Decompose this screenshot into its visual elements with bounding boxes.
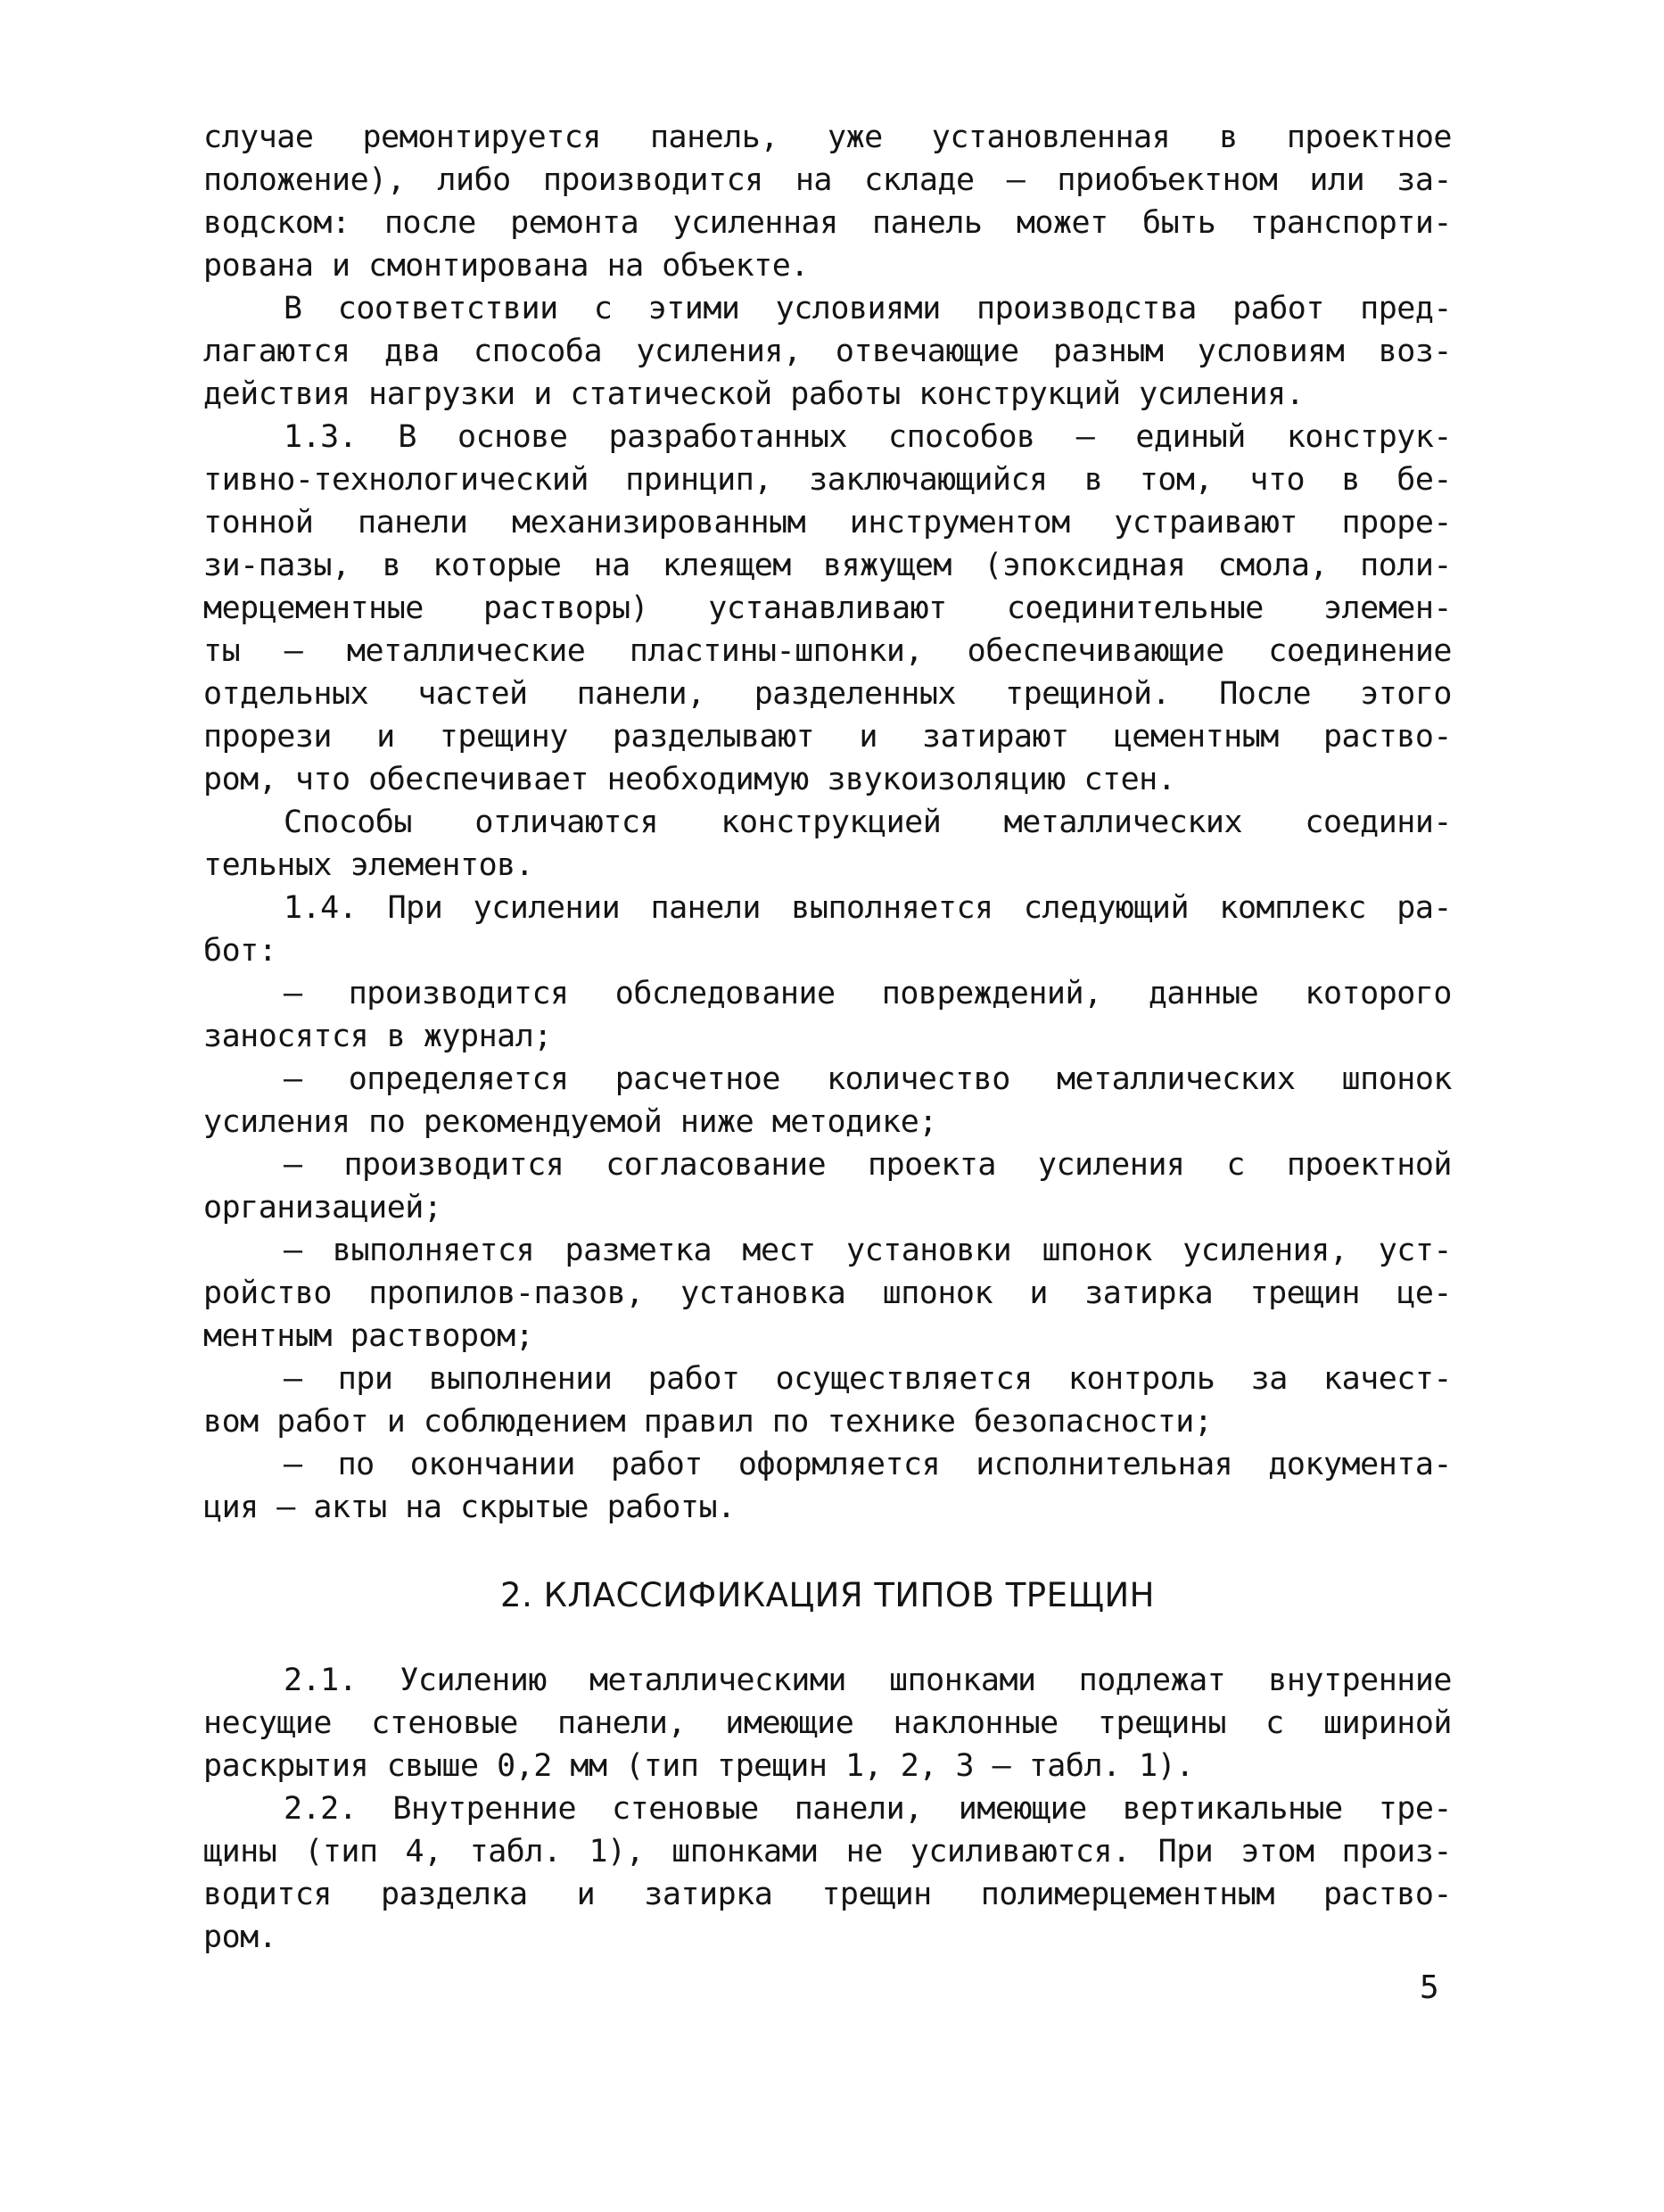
list-item-line: – определяется расчетное количество металлических шпонок: [284, 1061, 1452, 1097]
text-line: мерцементные растворы) устанавливают соединительные элемен-: [203, 590, 1452, 626]
section-2-body: [203, 1659, 1452, 1959]
list-item-line: вом работ и соблюдением правил по технике безопасности;: [203, 1404, 1213, 1440]
list-item-line: – по окончании работ оформляется исполнительная документа-: [284, 1447, 1452, 1482]
text-line: бот:: [203, 933, 277, 969]
list-item-line: ройство пропилов-пазов, установка шпонок и затирка трещин це-: [203, 1275, 1452, 1311]
text-line: положение), либо производится на складе – приобъектном или за-: [203, 162, 1452, 198]
list-item-line: – производится согласование проекта усиления с проектной: [284, 1147, 1452, 1183]
list-item-line: заносятся в журнал;: [203, 1019, 552, 1054]
text-line: тонной панели механизированным инструментом устраивают проре-: [203, 505, 1452, 541]
text-line: тивно-технологический принцип, заключающийся в том, что в бе-: [203, 462, 1452, 498]
text-line: отдельных частей панели, разделенных трещиной. После этого: [203, 676, 1452, 712]
list-item-line: организацией;: [203, 1190, 442, 1226]
text-line: ром.: [203, 1919, 277, 1955]
list-item-line: – выполняется разметка мест установки шпонок усиления, уст-: [284, 1233, 1452, 1268]
text-line: водском: после ремонта усиленная панель может быть транспорти-: [203, 205, 1452, 241]
text-line: В соответствии с этими условиями производства работ пред-: [284, 291, 1452, 326]
text-line: водится разделка и затирка трещин полимерцементным раство-: [203, 1877, 1452, 1912]
text-line: зи-пазы, в которые на клеящем вяжущем (эпоксидная смола, поли-: [203, 548, 1452, 583]
text-line: 2.2. Внутренние стеновые панели, имеющие вертикальные тре-: [284, 1791, 1452, 1827]
text-line: раскрытия свыше 0,2 мм (тип трещин 1, 2, 3 – табл. 1).: [203, 1748, 1194, 1784]
list-item-line: ция – акты на скрытые работы.: [203, 1490, 736, 1525]
text-line: щины (тип 4, табл. 1), шпонками не усиливаются. При этом произ-: [203, 1834, 1452, 1869]
text-line: 2.1. Усилению металлическими шпонками подлежат внутренние: [284, 1663, 1452, 1698]
section-heading: 2. КЛАССИФИКАЦИЯ ТИПОВ ТРЕЩИН: [500, 1576, 1155, 1614]
list-item-line: – при выполнении работ осуществляется контроль за качест-: [284, 1361, 1452, 1397]
text-line: несущие стеновые панели, имеющие наклонные трещины с шириной: [203, 1705, 1452, 1741]
text-line: ром, что обеспечивает необходимую звукоизоляцию стен.: [203, 762, 1176, 797]
text-line: рована и смонтирована на объекте.: [203, 248, 809, 284]
text-line: ты – металлические пластины-шпонки, обеспечивающие соединение: [203, 633, 1452, 669]
text-line: случае ремонтируется панель, уже установленная в проектное: [203, 120, 1452, 155]
text-line: Способы отличаются конструкцией металлических соедини-: [284, 805, 1452, 840]
text-line: действия нагрузки и статической работы конструкций усиления.: [203, 376, 1305, 412]
list-item-line: усиления по рекомендуемой ниже методике;: [203, 1104, 937, 1140]
list-item-line: ментным раствором;: [203, 1318, 534, 1354]
text-line: 1.4. При усилении панели выполняется следующий комплекс ра-: [284, 890, 1452, 926]
text-line: 1.3. В основе разработанных способов – единый конструк-: [284, 419, 1452, 455]
list-item-line: – производится обследование повреждений, данные которого: [284, 976, 1452, 1011]
text-line: тельных элементов.: [203, 847, 534, 883]
page-number: 5: [1420, 1969, 1439, 2006]
text-line: прорези и трещину разделывают и затирают цементным раство-: [203, 719, 1452, 755]
section-1-body: [203, 116, 1452, 1529]
text-line: лагаются два способа усиления, отвечающие разным условиям воз-: [203, 334, 1452, 369]
